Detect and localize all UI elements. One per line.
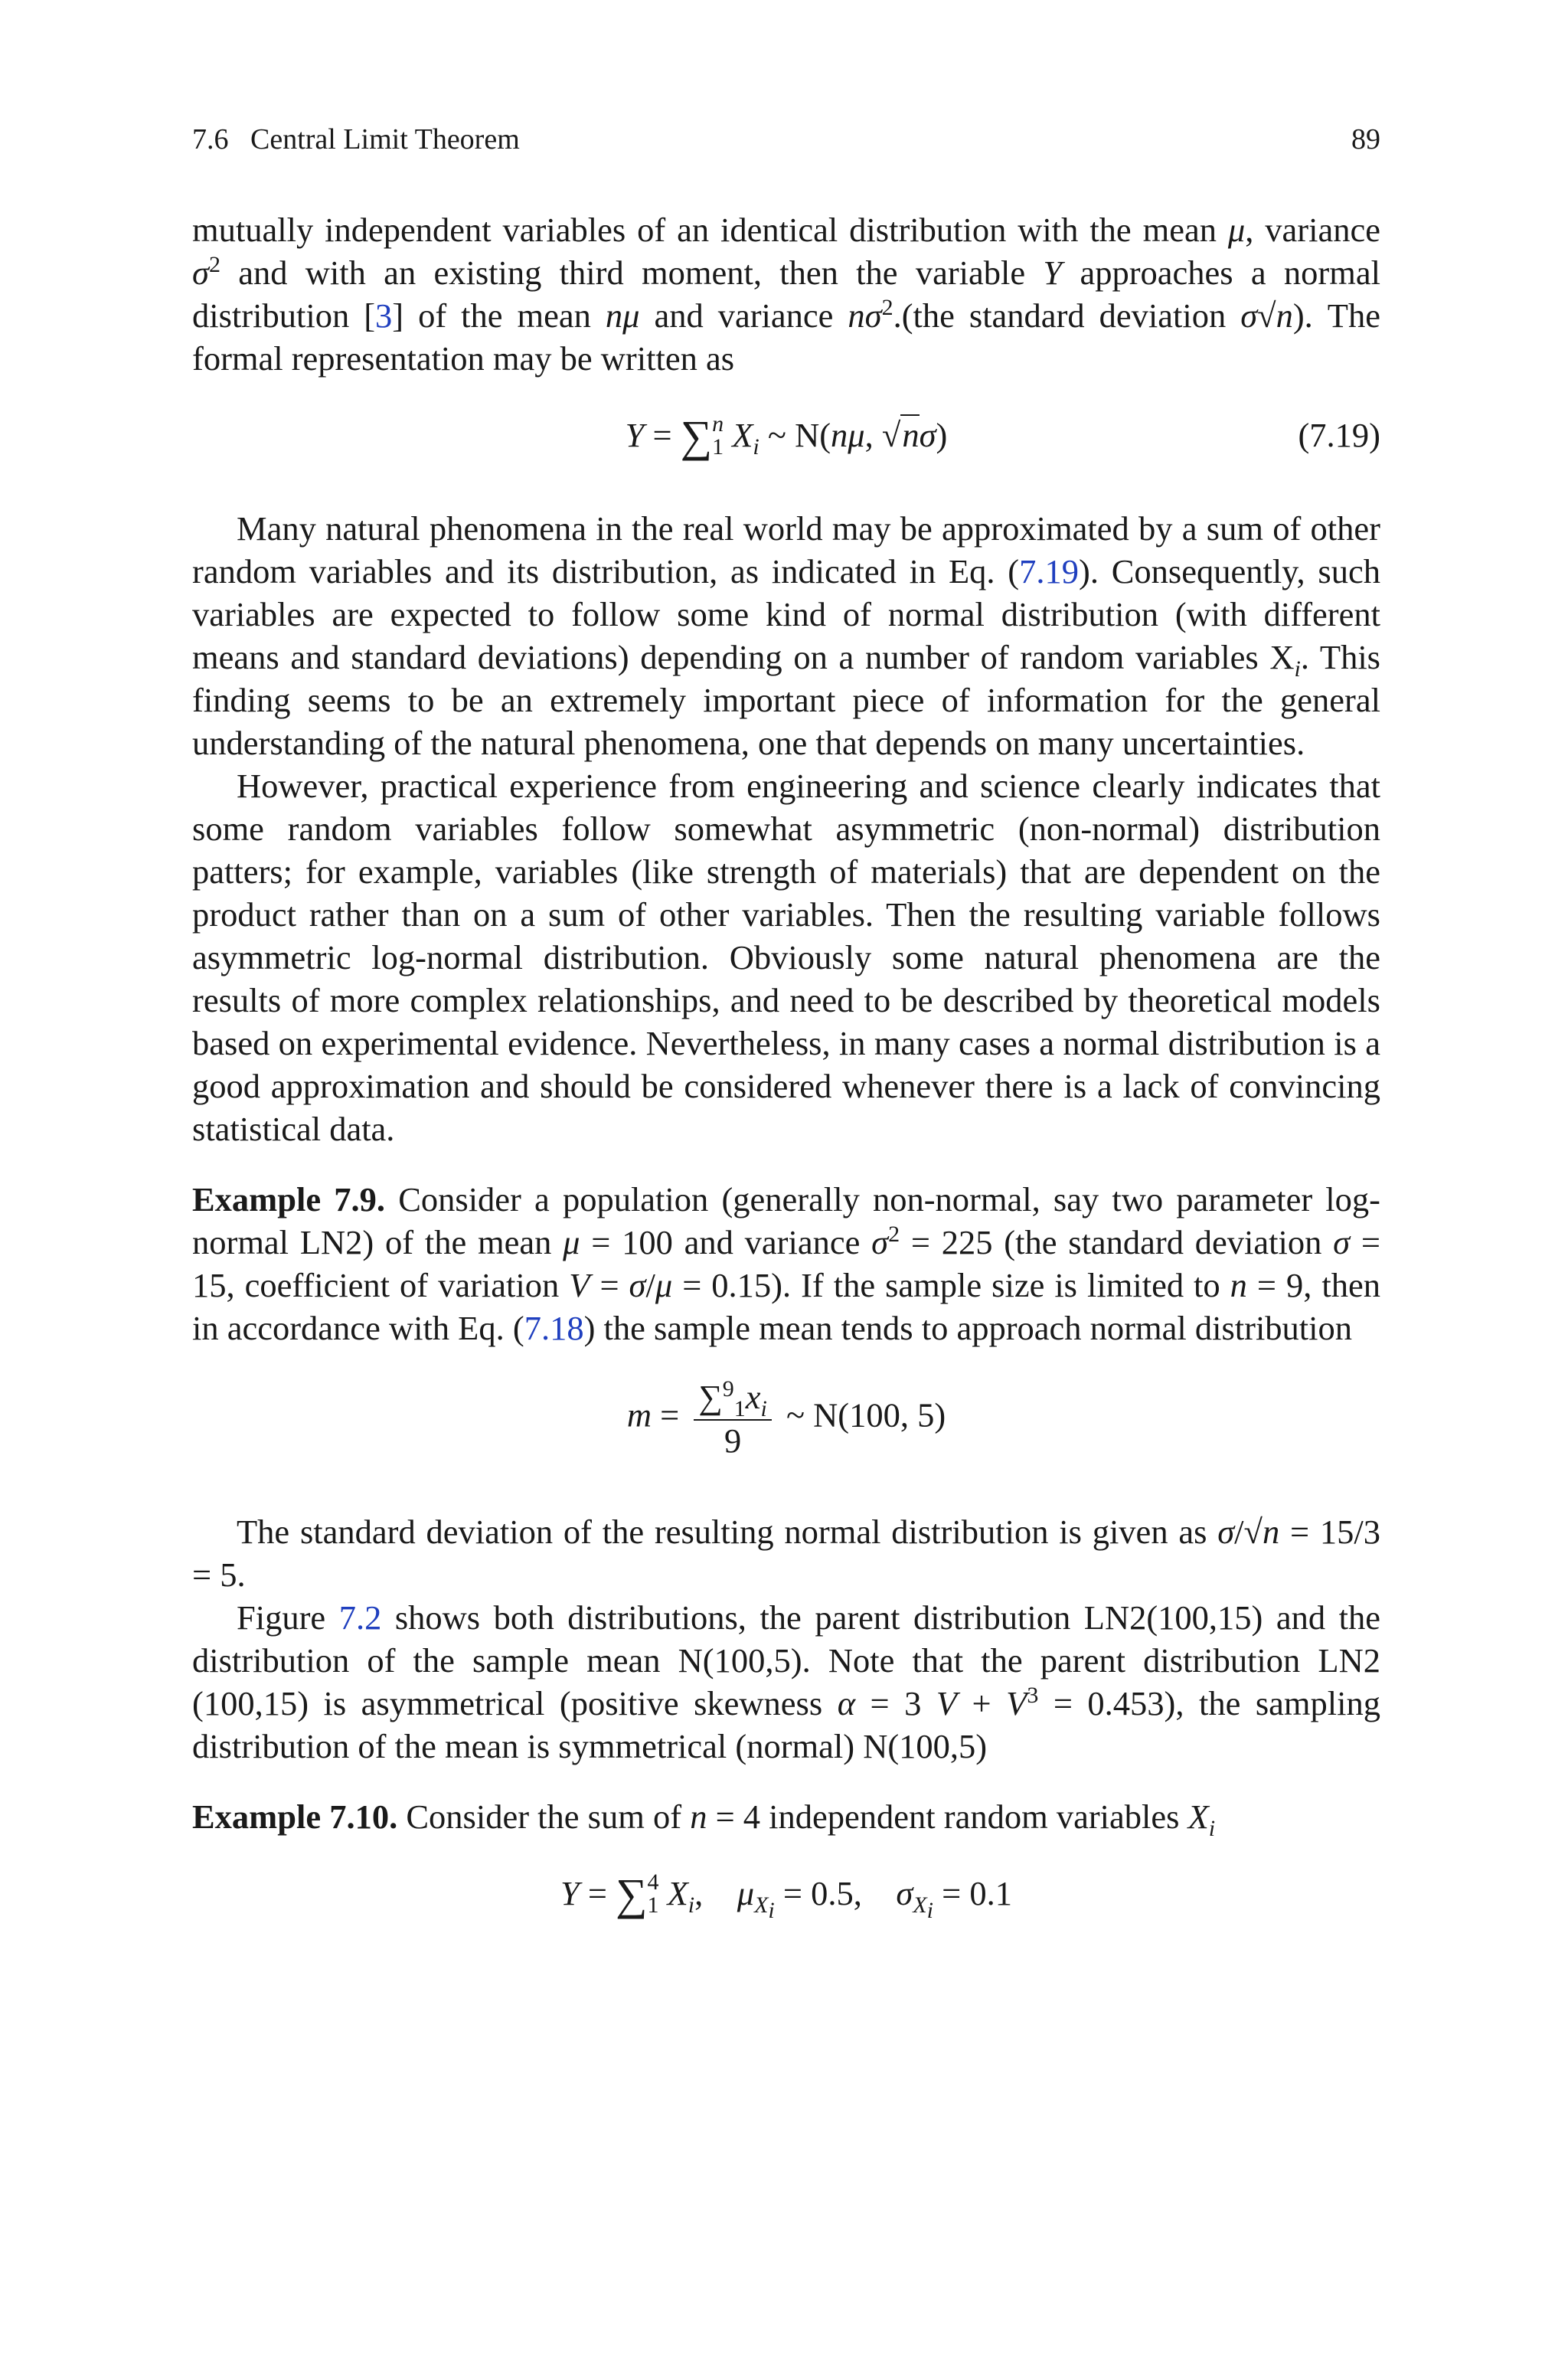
citation-link[interactable]: 3 <box>375 296 393 335</box>
paragraph-however: However, practical experience from engineering and science clearly indicates that some random variables follow somewhat asymmetric (non-normal) distribution patters; for example, variables (like strength of materials) that are dependent on the product rather than on a sum of other variables. Then the resulting variable follows asymmetric log-normal distribution. Obviously some natural phenomena are the results of more complex relationships, and need to be described by theoretical models based on experimental evidence. Nevertheless, in many cases a normal distribution is a good approximation and should be considered whenever there is a lack of convincing statistical data. <box>192 767 1380 1148</box>
paragraph-natural-phenomena: Many natural phenomena in the real world may be approximated by a sum of other random variables and its distribution, as indicated in Eq. (7.19). Consequently, such variables are expected to follow some kind of normal distribution (with different means and standard deviations) depending on a number of random variables $X_i$. This finding seems to be an extremely important piece of information for the general understanding of the natural phenomena, one that depends on many uncertainties. <box>192 509 1381 762</box>
equation-7-19-math: Y = ∑n 1 $X_i$ ~ N(nμ, √nσ) <box>625 411 948 461</box>
running-head <box>192 123 1380 161</box>
figure-link[interactable]: 7.2 <box>338 1598 382 1637</box>
paragraph-std-dev: The standard deviation of the resulting normal distribution is given as σ/√n = 15/3 = 5. <box>192 1513 1381 1594</box>
example-label: Example 7.9. <box>192 1180 386 1218</box>
equation-link[interactable]: 7.19 <box>1019 552 1079 590</box>
equation-7-19 <box>192 403 1380 476</box>
equation-number: (7.19) <box>1298 416 1380 454</box>
paragraph-clt-continued: mutually independent variables of an identical distribution with the mean μ, variance $\sigma^2$ and with an existing third moment, then the variable Y approaches a normal distribution [3] of the mean nμ and variance $n\sigma^2.(the$ standard deviation σ√n). The formal representation may be written as <box>192 211 1380 378</box>
equation-link[interactable]: 7.18 <box>524 1309 584 1347</box>
section-title: 7.6 Central Limit Theorem <box>192 123 520 155</box>
equation-sample-mean <box>192 1371 1380 1486</box>
example-7-9: Example 7.9. Consider a population (generally non-normal, say two parameter log-normal LN2) of the mean μ = 100 and variance $\sigma^2 = 225$ (the standard deviation σ = 15, coefficient of variation V = σ/μ = 0.15). If the sample size is limited to n = 9, then in accordance with Eq. (7.18) the sample mean tends to approach normal distribution <box>192 1180 1380 1347</box>
equation-sample-mean-math: m = $\frac{\sum^9_1x_i}{9}$ ~ N(100, 5) <box>626 1376 946 1460</box>
equation-sum-four-math: Y = ∑4 1 $X_i$, $\mu_{X_i} = 0.5$, $\sigma_{X_i} = 0.1$ <box>560 1869 1012 1923</box>
example-7-10: Example 7.10. Consider the sum of n = 4 independent random variables $X_i$ <box>192 1797 1216 1841</box>
equation-sum-four <box>192 1861 1380 1935</box>
paragraph-figure: Figure 7.2 shows both distributions, the parent distribution LN2(100,15) and the distribution of the sample mean N(100,5). Note that the parent distribution LN2 (100,15) is asymmetrical (positive skewness α = 3 $V + V^3 = 0.453$), the sampling distribution of the mean is symmetrical (normal) N(100,5) <box>192 1598 1380 1765</box>
page-number: 89 <box>1351 123 1380 155</box>
body-text <box>192 208 1380 1965</box>
example-label: Example 7.10. <box>192 1797 398 1836</box>
